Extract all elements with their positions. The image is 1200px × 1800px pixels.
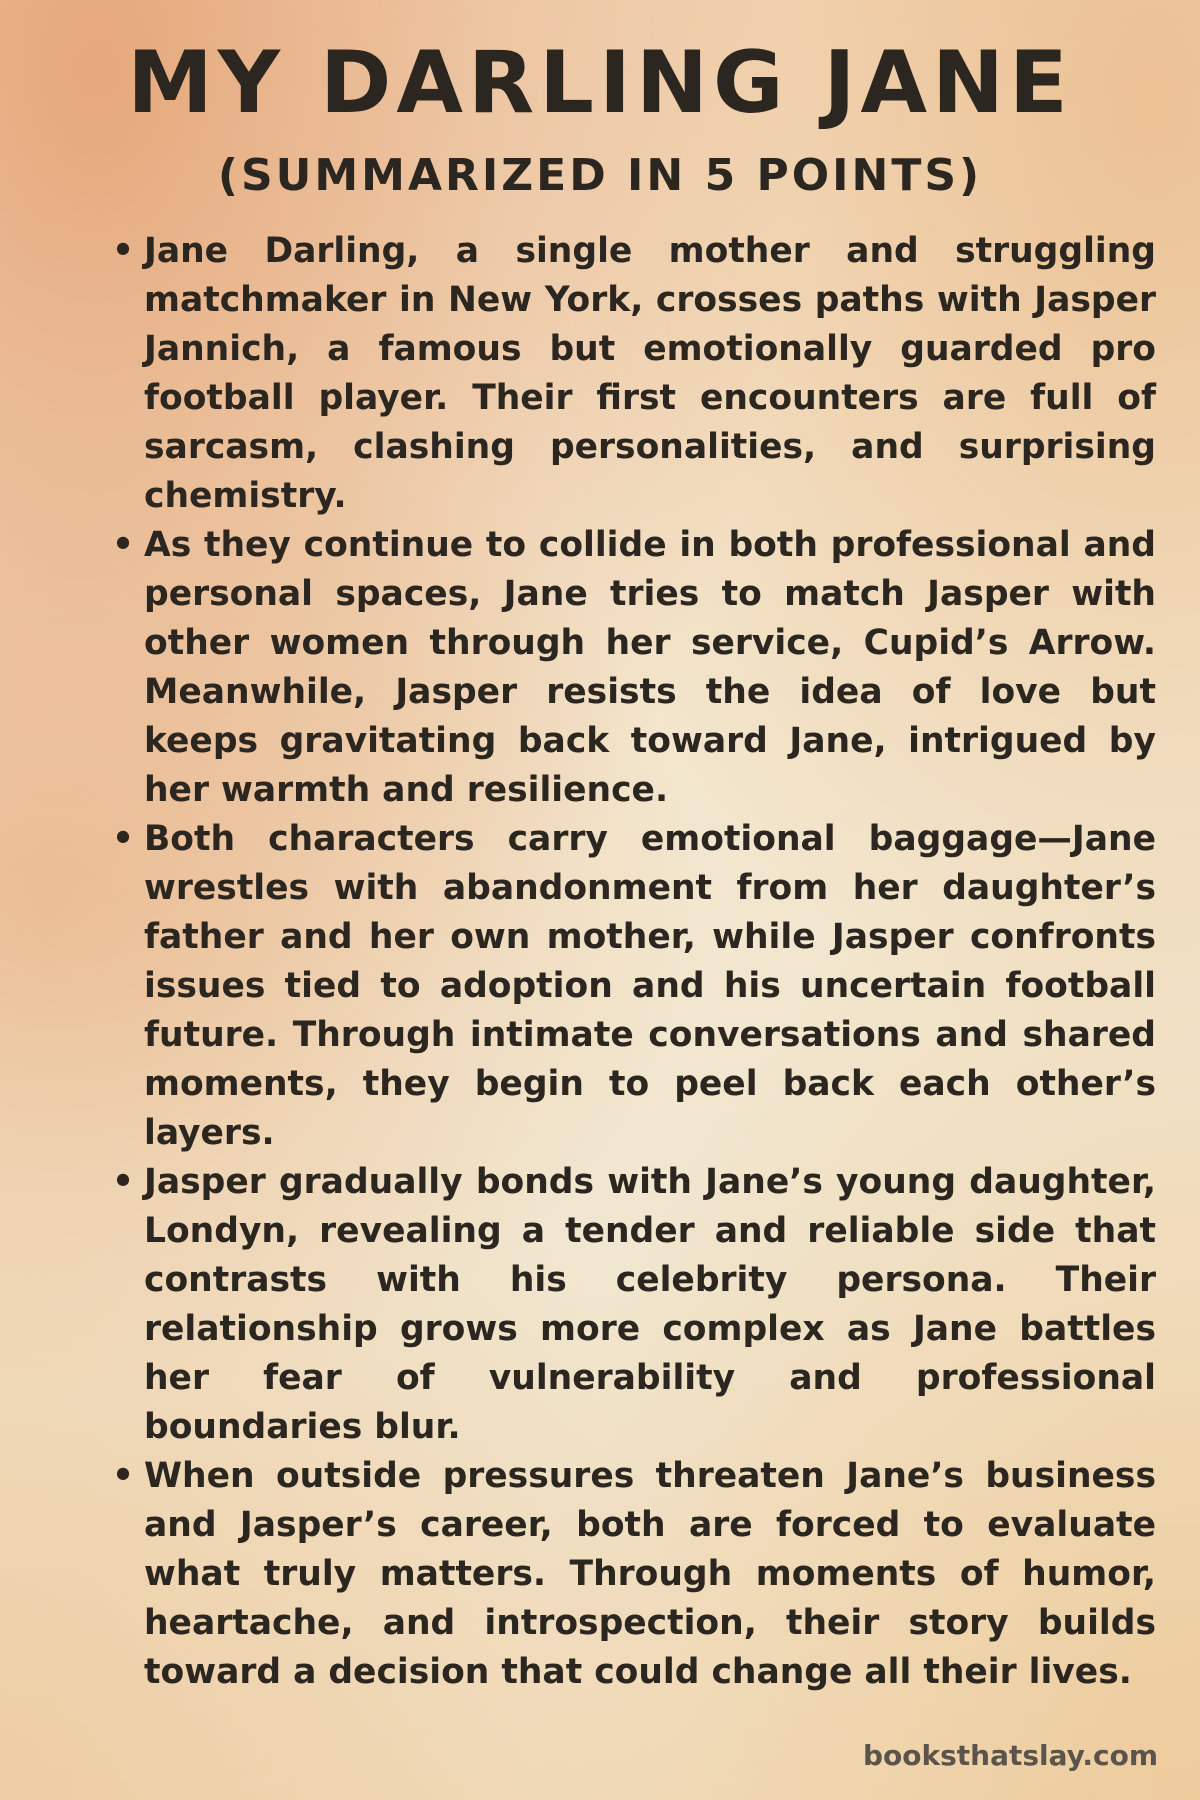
summary-point-4 [112, 1158, 1156, 1452]
bullet-icon: • [112, 819, 135, 859]
bullet-icon: • [112, 231, 135, 271]
bullet-icon: • [112, 1162, 135, 1202]
summary-point-text: When outside pressures threaten Jane’s business and Jasper’s career, both are forced to evaluate what truly matters. Through moments of humor, heartache, and introspection, their story builds toward a decision that could change all their lives. [144, 1456, 1156, 1692]
summary-point-1 [112, 227, 1156, 521]
summary-point-2 [112, 521, 1156, 815]
site-credit: booksthatslay.com [862, 1739, 1158, 1772]
page-title: MY DARLING JANE [127, 33, 1073, 133]
summary-point-text: Jane Darling, a single mother and struggling matchmaker in New York, crosses paths with Jasper Jannich, a famous but emotionally guarded pro football player. Their first encounters are full of sarcasm, clashing personalities, and surprising chemistry. [144, 231, 1156, 516]
summary-point-text: As they continue to collide in both professional and personal spaces, Jane tries to match Jasper with other women through her service, Cupid’s Arrow. Meanwhile, Jasper resists the idea of love but keeps gravitating back toward Jane, intrigued by her warmth and resilience. [144, 525, 1156, 810]
summary-point-5 [112, 1452, 1156, 1697]
summary-point-3 [112, 815, 1156, 1158]
summary-point-text: Jasper gradually bonds with Jane’s young daughter, Londyn, revealing a tender and reliable side that contrasts with his celebrity persona. Their relationship grows more complex as Jane battles her fear of vulnerability and professional boundaries blur. [144, 1162, 1156, 1447]
bullet-icon: • [112, 1456, 135, 1496]
summary-points-list [112, 227, 1156, 1697]
page-subtitle: (SUMMARIZED IN 5 POINTS) [217, 150, 983, 201]
bullet-icon: • [112, 525, 135, 565]
summary-point-text: Both characters carry emotional baggage—Jane wrestles with abandonment from her daughter’s father and her own mother, while Jasper confronts issues tied to adoption and his uncertain football future. Through intimate conversations and shared moments, they begin to peel back each other’s layers. [144, 819, 1156, 1153]
